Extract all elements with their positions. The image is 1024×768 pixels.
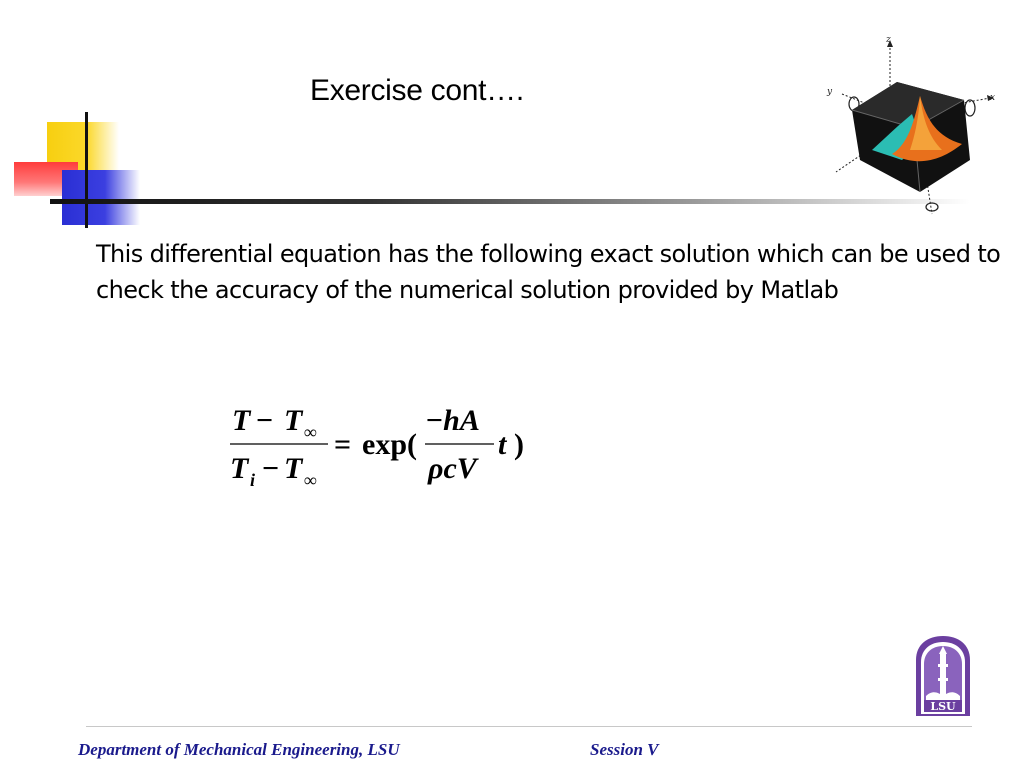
eq-lhs-num-minus: − <box>256 404 274 437</box>
matlab-logo-icon <box>822 32 1002 222</box>
eq-lhs-den-minus: − <box>262 452 280 485</box>
footer-session: Session V <box>590 740 659 759</box>
eq-lhs-num-tinf: T <box>284 404 303 437</box>
eq-lhs-den-sub-i: i <box>250 470 256 490</box>
decor-vertical-line <box>85 112 88 228</box>
axis-z-label: z <box>886 35 891 45</box>
eq-rhs-denominator: ρcV <box>428 452 477 485</box>
eq-equals: = <box>334 428 352 461</box>
slide-title: Exercise cont…. <box>310 74 524 107</box>
axis-x-label: x <box>990 93 996 103</box>
body-paragraph: This differential equation has the following exact solution which can be used to check the accuracy of the numerical solution provided by Matlab <box>96 240 1001 304</box>
university-seal-icon <box>912 634 974 718</box>
eq-close-paren: ) <box>514 428 524 461</box>
footer-divider <box>86 726 972 727</box>
eq-lhs-den-sub-inf: ∞ <box>304 470 317 490</box>
eq-lhs-num-sub-inf: ∞ <box>304 422 317 442</box>
eq-exp: exp( <box>362 428 417 461</box>
eq-lhs-den-t: T <box>230 452 249 485</box>
exact-solution-equation <box>222 396 542 502</box>
footer-department: Department of Mechanical Engineering, LSU <box>78 740 400 759</box>
eq-rhs-numerator: −hA <box>425 404 480 437</box>
decor-blue-block <box>62 170 140 225</box>
eq-lhs-den-tinf: T <box>284 452 303 485</box>
axis-y-label: y <box>827 87 833 97</box>
university-seal-text: LSU <box>930 700 956 713</box>
eq-lhs-num-t: T <box>232 404 251 437</box>
eq-rhs-t: t <box>498 428 507 461</box>
